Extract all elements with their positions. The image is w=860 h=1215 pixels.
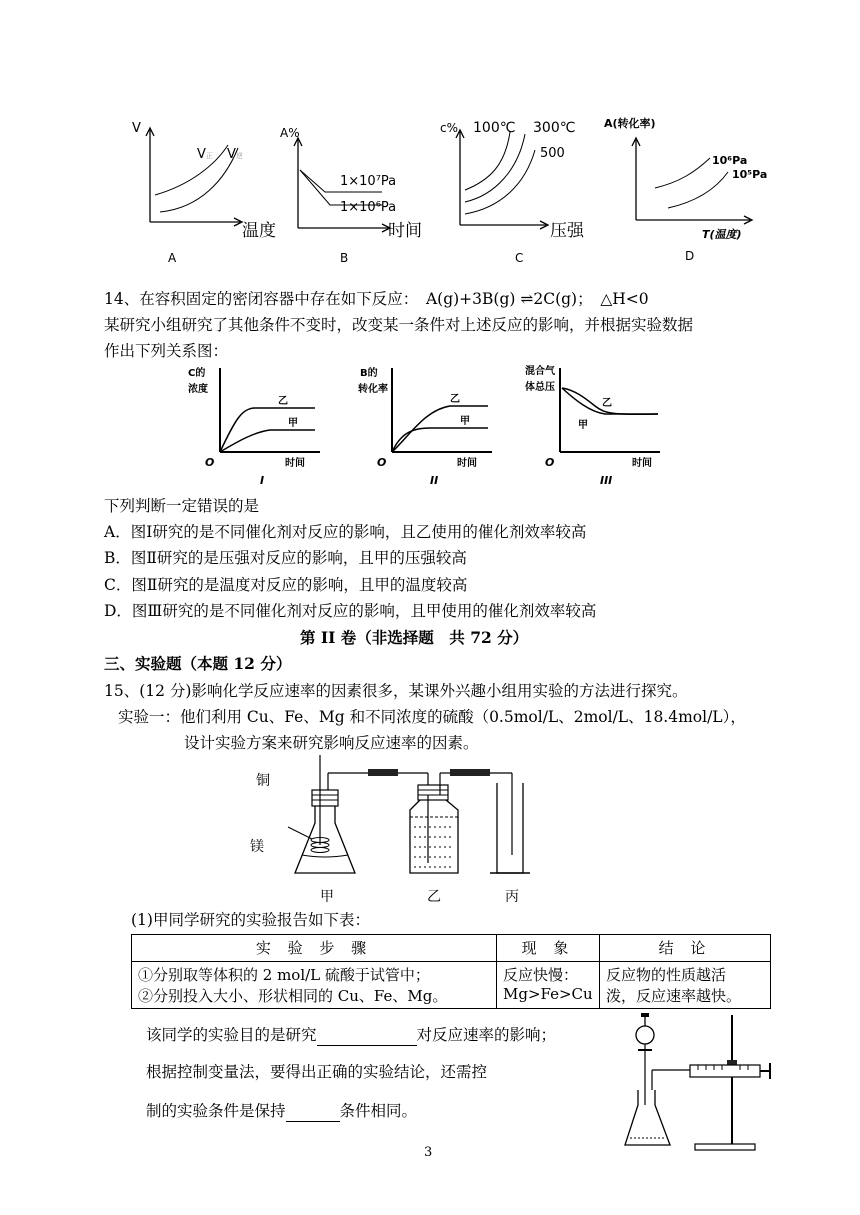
q14-g3-roman: III <box>600 474 613 487</box>
q14-option-b: B．图Ⅱ研究的是压强对反应的影响，且甲的压强较高 <box>104 549 467 567</box>
section-3-heading: 三、实验题（本题 12 分） <box>104 654 292 673</box>
q15-sub1: (1)甲同学研究的实验报告如下表： <box>131 911 370 929</box>
graph-b-caption: B <box>340 251 349 265</box>
table-row <box>132 962 771 1009</box>
graph-b-line2: 1×10⁶Pa <box>340 200 397 215</box>
q15-stem: 15、(12 分)影响化学反应速率的因素很多，某课外兴趣小组用实验的方法进行探究。 <box>104 682 688 700</box>
q14-g1-ylabel2: 浓度 <box>188 384 208 395</box>
concl-1: 反应物的性质越活 <box>606 966 727 984</box>
apparatus-diagram <box>250 755 560 907</box>
graph-d <box>604 116 767 263</box>
q15-exp1-line2: 设计实验方案来研究影响反应速率的因素。 <box>184 734 479 752</box>
graph-b-line1: 1×10⁷Pa <box>340 174 397 189</box>
q14-g2-xlabel: 时间 <box>457 458 477 469</box>
q14-g2-roman: II <box>430 474 439 487</box>
q14-line2: 某研究小组研究了其他条件不变时，改变某一条件对上述反应的影响，并根据实验数据 <box>104 316 694 334</box>
step-2: ②分别投入大小、形状相同的 Cu、Fe、Mg。 <box>138 987 448 1005</box>
q14-g3-ylabel2: 体总压 <box>525 382 555 393</box>
graph-d-ylabel: A(转化率) <box>604 117 656 130</box>
q14-g3-ylabel1: 混合气 <box>525 366 555 377</box>
reaction-flask <box>625 1090 670 1145</box>
table-header: 实 验 步 骤 <box>132 935 497 962</box>
q14-g1-origin: O <box>205 456 215 469</box>
q14-graph-1 <box>188 366 320 487</box>
answer-blank-2[interactable] <box>286 1101 340 1122</box>
graph-a <box>132 121 276 265</box>
q14-g2-ylabel2: 转化率 <box>358 384 388 395</box>
table-header: 现 象 <box>497 935 600 962</box>
label-bing: 丙 <box>505 889 519 905</box>
graph-b-xlabel: 时间 <box>388 221 422 241</box>
graph-b-ylabel: A% <box>280 126 300 140</box>
table-cell <box>497 962 600 1009</box>
q14-option-d: D．图Ⅲ研究的是不同催化剂对反应的影响，且甲使用的催化剂效率较高 <box>104 602 597 620</box>
label-jia: 甲 <box>320 889 334 905</box>
graph-d-curve1: 10⁶Pa <box>712 154 748 167</box>
q14-g1-jia: 甲 <box>288 418 298 429</box>
syringe-barrel <box>690 1065 760 1077</box>
graph-d-curve2: 10⁵Pa <box>732 168 768 181</box>
top-graphs <box>120 110 780 270</box>
label-copper: 铜 <box>256 773 270 789</box>
graph-a-curve2: V逆 <box>227 147 243 162</box>
graph-c-curve3: 500 <box>540 146 565 161</box>
report-table <box>131 934 771 1009</box>
q14-g2-yi: 乙 <box>450 394 460 405</box>
table-header-row <box>132 935 771 962</box>
page-number: 3 <box>424 1145 433 1160</box>
graph-d-caption: D <box>685 249 695 263</box>
graph-c-curve2: 300℃ <box>533 120 576 136</box>
q14-g3-jia: 甲 <box>578 420 588 431</box>
graph-a-ylabel: V <box>132 121 141 136</box>
q14-g1-ylabel1: C的 <box>188 368 206 379</box>
q14-question: 下列判断一定错误的是 <box>104 497 260 515</box>
concl-2: 泼，反应速率越快。 <box>606 987 742 1005</box>
graph-b <box>280 126 422 265</box>
q15-exp1-line1: 实验一：他们利用 Cu、Fe、Mg 和不同浓度的硫酸（0.5mol/L、2mol/L、18.4mol/L）， <box>118 708 746 726</box>
q15-line-a: 该同学的实验目的是研究 对反应速率的影响； <box>146 1026 557 1044</box>
q15-line-b: 根据控制变量法，要得出正确的实验结论，还需控 <box>146 1063 488 1081</box>
q14-stem: 14、在容积固定的密闭容器中存在如下反应： A(g)+3B(g) ⇌2C(g)； △H<0 <box>104 290 649 308</box>
q14-g3-xlabel: 时间 <box>632 458 652 469</box>
label-yi: 乙 <box>427 889 441 905</box>
q14-graphs <box>180 360 700 490</box>
q14-g1-roman: I <box>260 474 265 487</box>
label-magnesium: 镁 <box>250 839 264 855</box>
graph-a-caption: A <box>168 251 177 265</box>
q14-g2-jia: 甲 <box>460 416 470 427</box>
step-1: ①分别取等体积的 2 mol/L 硫酸于试管中； <box>138 966 430 984</box>
graph-c-xlabel: 压强 <box>550 221 584 241</box>
funnel-bulb <box>636 1026 654 1044</box>
section-title: 第 II 卷（非选择题 共 72 分） <box>300 628 529 647</box>
graph-c-caption: C <box>515 251 524 265</box>
syringe-apparatus <box>610 1010 780 1155</box>
q14-g3-yi: 乙 <box>602 398 612 409</box>
q14-g2-origin: O <box>377 456 387 469</box>
q14-option-a: A．图Ⅰ研究的是不同催化剂对反应的影响，且乙使用的催化剂效率较高 <box>104 523 587 541</box>
q14-line3: 作出下列关系图： <box>104 342 229 360</box>
obs-2: Mg>Fe>Cu <box>503 985 593 1003</box>
graph-d-xlabel: T(温度) <box>702 228 742 241</box>
q15-line-c: 制的实验条件是保持 条件相同。 <box>146 1102 418 1120</box>
q14-g1-xlabel: 时间 <box>285 458 305 469</box>
table-cell <box>132 962 497 1009</box>
q14-g2-ylabel1: B的 <box>360 368 378 379</box>
graph-c-ylabel: c% <box>440 121 458 135</box>
obs-1: 反应快慢： <box>503 966 579 984</box>
q14-g3-origin: O <box>545 456 555 469</box>
q14-graph-3 <box>525 364 660 487</box>
q14-g1-yi: 乙 <box>278 396 288 407</box>
flask-jia <box>295 805 355 873</box>
answer-blank-1[interactable] <box>317 1025 417 1046</box>
q14-option-c: C．图Ⅱ研究的是温度对反应的影响，且甲的温度较高 <box>104 576 468 594</box>
table-cell <box>600 962 771 1009</box>
graph-a-xlabel: 温度 <box>242 221 276 241</box>
cylinder-bing <box>497 783 523 873</box>
graph-a-curve1: V正 <box>197 147 213 162</box>
graph-c <box>440 120 585 265</box>
graph-c-curve1: 100℃ <box>473 120 516 136</box>
table-header: 结 论 <box>600 935 771 962</box>
q14-graph-2 <box>358 366 492 487</box>
